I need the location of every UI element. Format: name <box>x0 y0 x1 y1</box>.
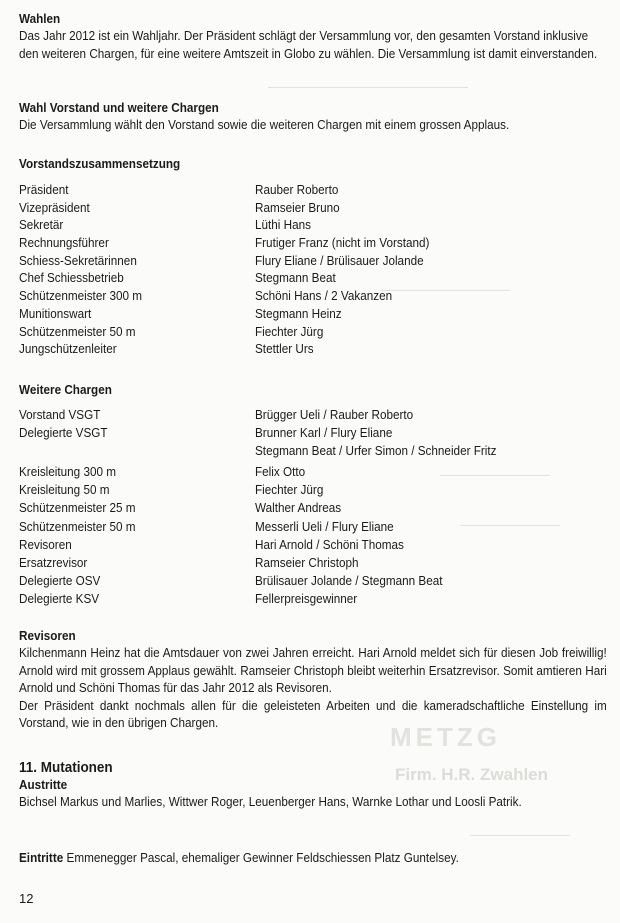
page-number: 12 <box>19 891 34 906</box>
person-name: Ramseier Bruno <box>255 200 340 215</box>
show-through-mark: —————————— <box>460 520 560 531</box>
table-row <box>19 442 607 460</box>
paragraph-eintritte <box>19 850 607 868</box>
heading-wahlen: Wahlen <box>19 12 61 26</box>
table-row <box>19 181 607 199</box>
show-through-mark: —————————— <box>470 830 570 841</box>
role-label: Ersatzrevisor <box>19 555 88 570</box>
table-row <box>19 572 607 590</box>
person-name: Fiechter Jürg <box>255 483 324 498</box>
person-name: Walther Andreas <box>255 501 342 516</box>
person-name: Stegmann Beat <box>255 271 336 286</box>
role-label: Kreisleitung 50 m <box>19 483 110 498</box>
role-label: Kreisleitung 300 m <box>19 465 117 479</box>
table-row <box>19 424 607 442</box>
heading-vorstandszusammensetzung: Vorstandszusammensetzung <box>19 157 181 171</box>
table-row <box>19 287 607 305</box>
role-label: Vorstand VSGT <box>19 408 101 422</box>
show-through-mark: METZG <box>390 722 501 752</box>
table-row <box>19 252 607 270</box>
heading-austritte: Austritte <box>19 778 68 792</box>
vorstand-table <box>19 181 607 358</box>
person-name: Lüthi Hans <box>255 218 312 233</box>
chargen-table <box>19 463 607 609</box>
table-row <box>19 199 607 217</box>
table-row <box>19 536 607 554</box>
paragraph-wahlen: Das Jahr 2012 ist ein Wahljahr. Der Präsident schlägt der Versammlung vor, den gesamten Vorstand inklusive den weiteren Chargen, für eine weitere Amtszeit in Globo zu wählen. Die Versammlung ist damit einverstanden. <box>19 29 598 61</box>
person-name: Felix Otto <box>255 465 306 479</box>
person-name: Hari Arnold / Schöni Thomas <box>255 537 404 552</box>
section-mutationen <box>19 759 607 812</box>
person-name: Schöni Hans / 2 Vakanzen <box>255 289 393 304</box>
heading-revisoren: Revisoren <box>19 629 76 643</box>
table-row <box>19 590 607 608</box>
section-revisoren <box>19 628 607 733</box>
show-through-mark: Firm. H.R. Zwahlen <box>395 765 549 784</box>
heading-wahl-vorstand: Wahl Vorstand und weitere Chargen <box>19 101 219 115</box>
table-row <box>19 518 607 536</box>
section-chargen <box>19 382 607 399</box>
table-row <box>19 323 607 341</box>
person-name: Brügger Ueli / Rauber Roberto <box>255 408 414 422</box>
table-row <box>19 269 607 287</box>
role-label: Sekretär <box>19 218 64 233</box>
role-label: Delegierte OSV <box>19 574 101 589</box>
show-through-mark: ——————————— <box>440 470 550 481</box>
paragraph-wahl-vorstand: Die Versammlung wählt den Vorstand sowie die weiteren Chargen mit einem grossen Applaus. <box>19 118 510 132</box>
role-label: Revisoren <box>19 537 72 552</box>
table-row <box>19 554 607 572</box>
person-name: Stegmann Beat / Urfer Simon / Schneider Fritz <box>255 444 497 459</box>
role-label: Präsident <box>19 183 69 197</box>
role-label: Jungschützenleiter <box>19 342 117 357</box>
person-name: Ramseier Christoph <box>255 555 359 570</box>
table-row <box>19 216 607 234</box>
show-through-mark: ———————————————————— <box>268 82 468 93</box>
table-row <box>19 406 607 424</box>
section-vorstand <box>19 156 607 173</box>
role-label: Delegierte KSV <box>19 592 100 607</box>
paragraph-austritte: Bichsel Markus und Marlies, Wittwer Roger, Leuenberger Hans, Warnke Lothar und Loosli Patrik. <box>19 795 522 809</box>
person-name: Rauber Roberto <box>255 183 339 197</box>
eintritte-text: Emmenegger Pascal, ehemaliger Gewinner Feldschiessen Platz Guntelsey. <box>63 851 459 865</box>
heading-mutationen: 11. Mutationen <box>19 760 113 776</box>
table-row <box>19 499 607 517</box>
paragraph-dank: Der Präsident dankt nochmals allen für die geleisteten Arbeiten und die kameradschaftliche Einstellung im Vorstand, wie in den übrigen Chargen. <box>19 698 607 731</box>
person-name: Fellerpreisgewinner <box>255 592 358 607</box>
role-label: Schiess-Sekretärinnen <box>19 253 137 268</box>
role-label: Rechnungsführer <box>19 236 109 251</box>
role-label: Delegierte VSGT <box>19 426 108 441</box>
show-through-mark: ————————————— <box>380 285 510 296</box>
role-label: Schützenmeister 25 m <box>19 501 136 516</box>
chargen-table <box>19 406 607 461</box>
section-wahl-vorstand <box>19 100 607 135</box>
person-name: Stegmann Heinz <box>255 306 342 321</box>
table-row <box>19 481 607 499</box>
section-wahlen <box>19 11 607 63</box>
label-eintritte: Eintritte <box>19 851 64 865</box>
table-row <box>19 340 607 358</box>
role-label: Schützenmeister 50 m <box>19 324 136 339</box>
role-label: Munitionswart <box>19 306 92 321</box>
person-name: Brunner Karl / Flury Eliane <box>255 426 393 441</box>
table-row <box>19 463 607 481</box>
role-label: Schützenmeister 50 m <box>19 519 136 534</box>
section-eintritte <box>19 850 607 868</box>
role-label: Vizepräsident <box>19 200 90 215</box>
person-name: Messerli Ueli / Flury Eliane <box>255 519 394 534</box>
person-name: Stettler Urs <box>255 342 314 357</box>
paragraph-revisoren: Kilchenmann Heinz hat die Amtsdauer von zwei Jahren erreicht. Hari Arnold meldet sich für diesen Job freiwillig! Arnold wird mit grossem Applaus gewählt. Ramseier Christoph bleibt weiterhin Ersatzrevisor. Somit amtieren Hari Arnold und Schöni Thomas für das Jahr 2012 als Revisoren. <box>19 646 607 696</box>
person-name: Flury Eliane / Brülisauer Jolande <box>255 253 424 268</box>
heading-weitere-chargen: Weitere Chargen <box>19 383 112 397</box>
person-name: Fiechter Jürg <box>255 324 324 339</box>
person-name: Frutiger Franz (nicht im Vorstand) <box>255 236 430 251</box>
role-label: Chef Schiessbetrieb <box>19 271 124 286</box>
role-label: Schützenmeister 300 m <box>19 289 143 304</box>
table-row <box>19 305 607 323</box>
person-name: Brülisauer Jolande / Stegmann Beat <box>255 574 443 589</box>
table-row <box>19 234 607 252</box>
